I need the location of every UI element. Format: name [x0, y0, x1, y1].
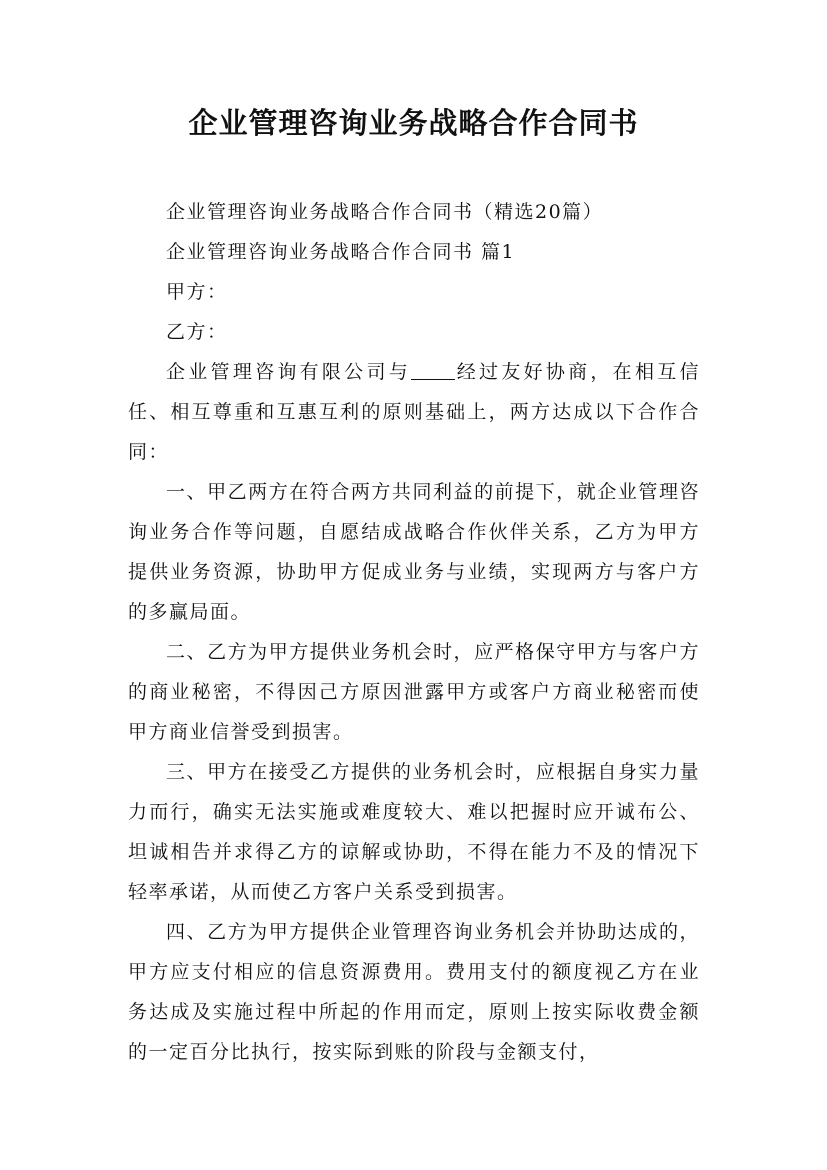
clause-paragraph: 一、甲乙两方在符合两方共同利益的前提下，就企业管理咨询业务合作等问题，自愿结成战略合作伙伴关系，乙方为甲方提供业务资源，协助甲方促成业务与业绩，实现两方与客户方的多赢局面。 — [128, 481, 700, 623]
intro-paragraph — [128, 352, 700, 472]
document-title: 企业管理咨询业务战略合作合同书 — [188, 106, 639, 140]
clause-paragraph: 四、乙方为甲方提供企业管理咨询业务机会并协助达成的，甲方应支付相应的信息资源费用。费用支付的额度视乙方在业务达成及实施过程中所起的作用而定，原则上按实际收费金额的一定百分比执行，按实际到账的阶段与金额支付， — [128, 921, 700, 1063]
intro-text-before-blank: 企业管理咨询有限公司与 — [166, 361, 411, 383]
clause-paragraph: 二、乙方为甲方提供业务机会时，应严格保守甲方与客户方的商业秘密，不得因己方原因泄露甲方或客户方商业秘密而使甲方商业信誉受到损害。 — [128, 641, 700, 743]
clause-paragraph: 三、甲方在接受乙方提供的业务机会时，应根据自身实力量力而行，确实无法实施或难度较大、难以把握时应开诚布公、坦诚相告并求得乙方的谅解或协助，不得在能力不及的情况下轻率承诺，从而使乙方客户关系受到损害。 — [128, 761, 700, 903]
party-b-label: 乙方： — [166, 321, 228, 343]
intro-text-after-blank: 经过友好协商，在相互信任、相互尊重和互惠互利的原则基础上，两方达成以下合作合同： — [128, 361, 700, 463]
section-heading: 企业管理咨询业务战略合作合同书 篇1 — [166, 241, 516, 263]
document-subtitle: 企业管理咨询业务战略合作合同书（精选20篇） — [166, 201, 604, 223]
party-b-name-blank — [411, 359, 455, 380]
document-body — [128, 192, 700, 1072]
party-a-label: 甲方： — [166, 281, 228, 303]
